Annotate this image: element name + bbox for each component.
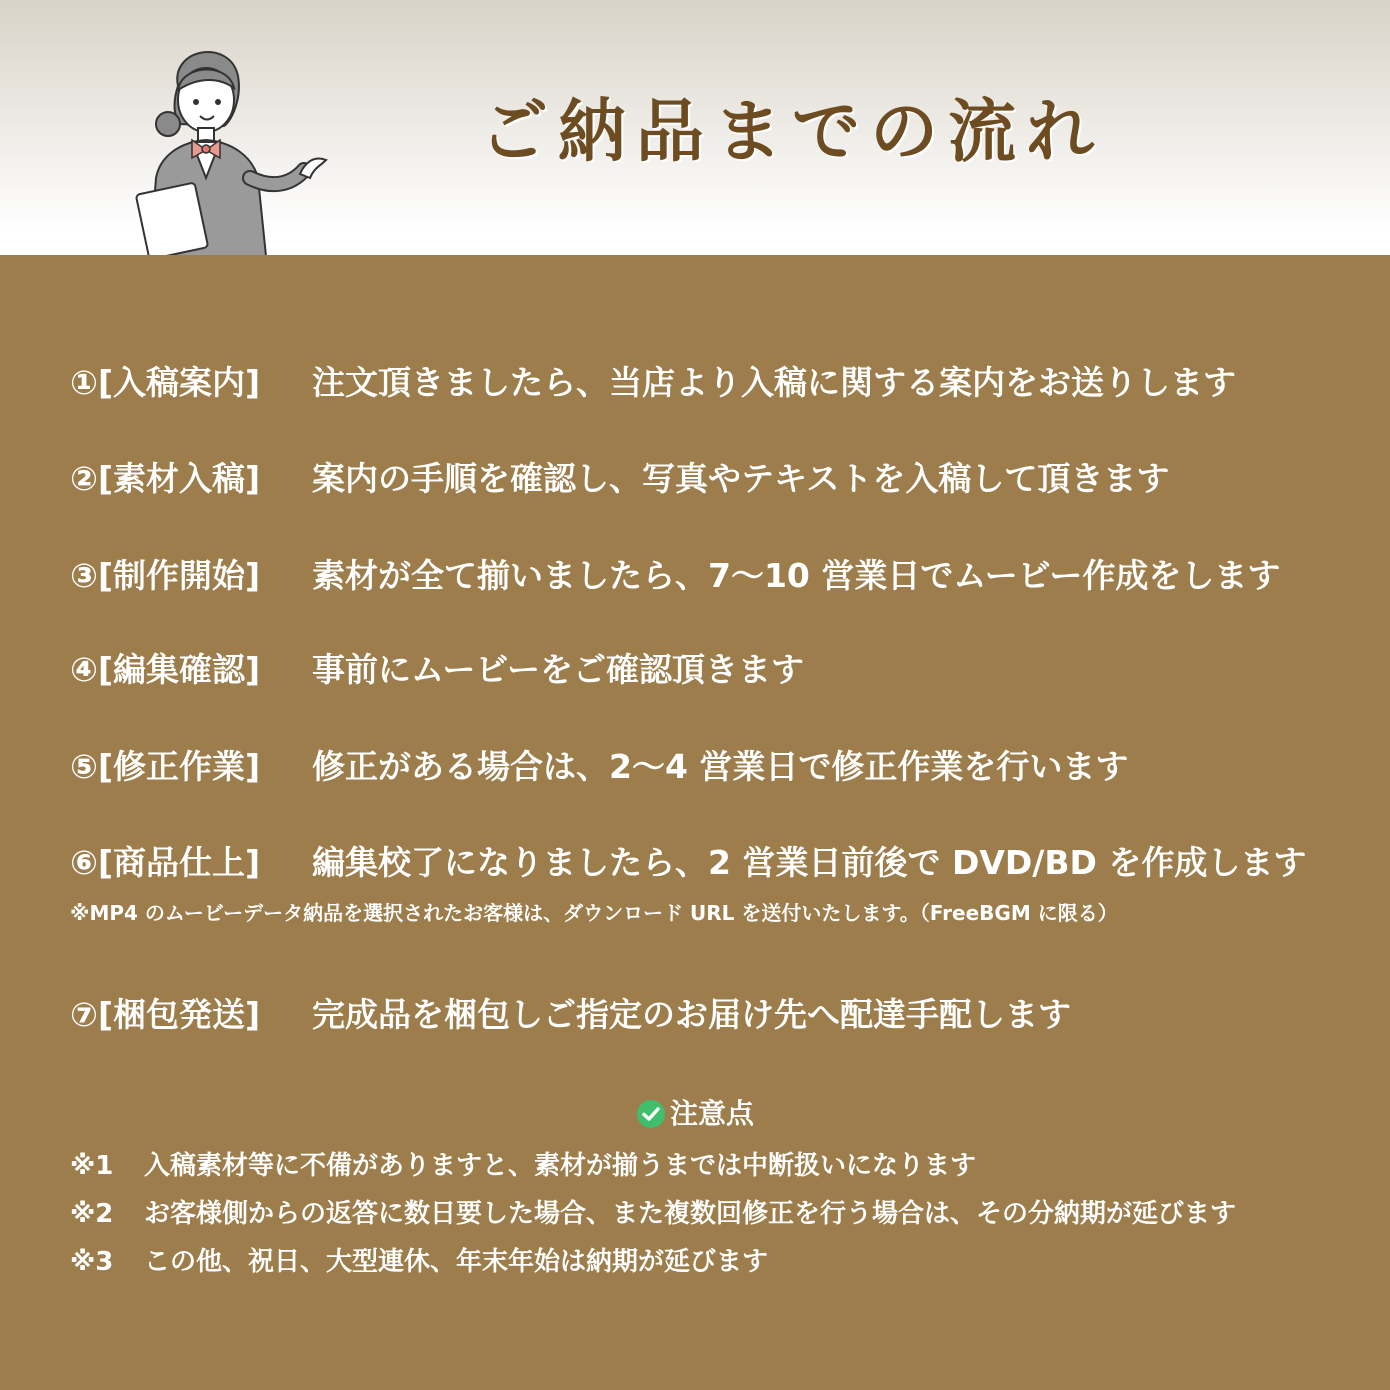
caution-mark: ※1 xyxy=(70,1151,114,1181)
step-description: 案内の手順を確認し、写真やテキストを入稿して頂きます xyxy=(312,459,1170,498)
step-label: ①[入稿案内] xyxy=(70,363,261,402)
caution-item-2 xyxy=(70,1194,1236,1234)
caution-text: 入稿素材等に不備がありますと、素材が揃うまでは中断扱いになります xyxy=(144,1151,977,1181)
caution-item-3 xyxy=(70,1242,768,1282)
step-2 xyxy=(70,454,1169,504)
step-1 xyxy=(70,358,1236,408)
step-label: ②[素材入稿] xyxy=(70,459,261,498)
step-description: 修正がある場合は、2～4 営業日で修正作業を行います xyxy=(312,747,1129,786)
caution-mark: ※3 xyxy=(70,1247,114,1277)
step-description: 素材が全て揃いましたら、7～10 営業日でムービー作成をします xyxy=(312,556,1281,595)
step-5 xyxy=(70,742,1128,792)
caution-heading xyxy=(636,1094,754,1134)
staff-illustration xyxy=(120,28,340,256)
step-6 xyxy=(70,838,1306,888)
caution-heading-text: 注意点 xyxy=(670,1097,755,1130)
caution-item-1 xyxy=(70,1146,976,1186)
caution-mark: ※2 xyxy=(70,1199,114,1229)
caution-text: この他、祝日、大型連休、年末年始は納期が延びます xyxy=(144,1247,769,1277)
header xyxy=(0,0,1390,255)
caution-text: お客様側からの返答に数日要した場合、また複数回修正を行う場合は、その分納期が延びます xyxy=(144,1199,1237,1229)
step-description: 事前にムービーをご確認頂きます xyxy=(312,650,805,689)
step-label: ④[編集確認] xyxy=(70,650,261,689)
step-label: ⑤[修正作業] xyxy=(70,747,261,786)
step-7 xyxy=(70,990,1071,1040)
step-label: ⑥[商品仕上] xyxy=(70,843,261,882)
step-label: ③[制作開始] xyxy=(70,556,261,595)
check-circle-icon xyxy=(636,1099,666,1129)
step-description: 完成品を梱包しご指定のお届け先へ配達手配します xyxy=(312,995,1071,1034)
step-label: ⑦[梱包発送] xyxy=(70,995,261,1034)
step-description: 編集校了になりましたら、2 営業日前後で DVD/BD を作成します xyxy=(312,843,1307,882)
step-3 xyxy=(70,551,1280,601)
step-4 xyxy=(70,645,804,695)
page-title: ご納品までの流れ xyxy=(480,93,1105,172)
step-description: 注文頂きましたら、当店より入稿に関する案内をお送りします xyxy=(312,363,1236,402)
step-6-note: ※MP4 のムービーデータ納品を選択されたお客様は、ダウンロード URL を送付いたします。（FreeBGM に限る） xyxy=(70,901,1118,925)
